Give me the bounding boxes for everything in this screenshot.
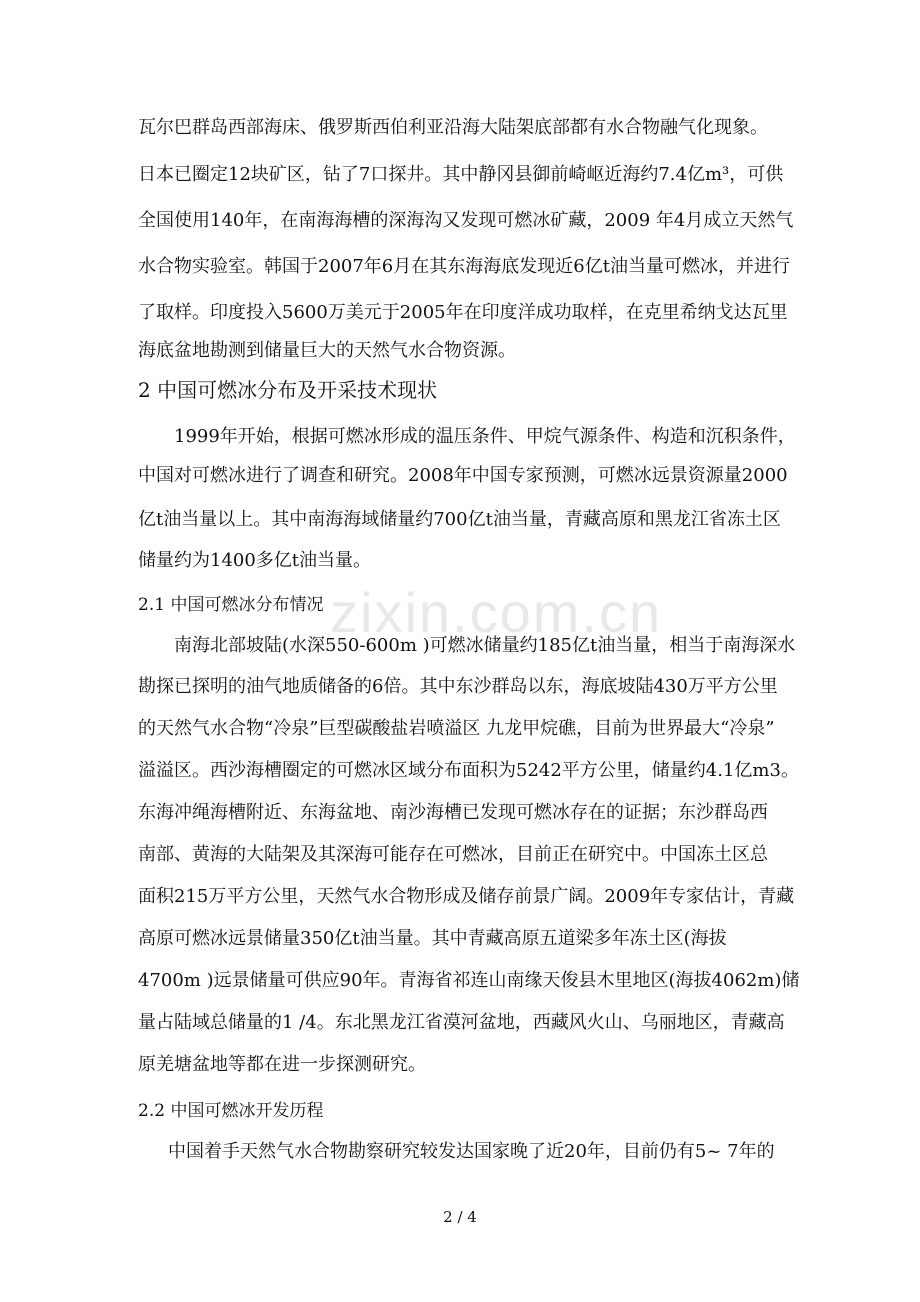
paragraph-line: 高原可燃冰远景储量350亿t油当量。其中青藏高原五道梁多年冻土区(海拔 — [138, 928, 727, 949]
section-heading: 2 中国可燃冰分布及开采技术现状 — [138, 378, 438, 402]
paragraph-line: 东海冲绳海槽附近、东海盆地、南沙海槽已发现可燃冰存在的证据；东沙群岛西 — [138, 802, 768, 823]
paragraph-line: 面积215万平方公里，天然气水合物形成及储存前景广阔。2009年专家估计，青藏 — [138, 886, 795, 907]
watermark: zixin.com.cn — [330, 581, 663, 644]
paragraph-line: 瓦尔巴群岛西部海床、俄罗斯西伯利亚沿海大陆架底部都有水合物融气化现象。 — [138, 117, 768, 138]
subsection-heading: 2.1 中国可燃冰分布情况 — [138, 595, 324, 615]
paragraph-line: 储量约为1400多亿t油当量。 — [138, 550, 372, 571]
paragraph-line: 1999年开始，根据可燃冰形成的温压条件、甲烷气源条件、构造和沉积条件， — [174, 426, 796, 447]
subsection-heading: 2.2 中国可燃冰开发历程 — [138, 1101, 324, 1121]
paragraph-line: 原羌塘盆地等都在进一步探测研究。 — [138, 1054, 426, 1075]
paragraph-line: 中国对可燃冰进行了调查和研究。2008年中国专家预测，可燃冰远景资源量2000 — [138, 465, 788, 486]
paragraph-line: 日本已圈定12块矿区，钻了7口探井。其中静冈县御前崎岖近海约7.4亿m³，可供 — [138, 164, 784, 185]
paragraph-line: 亿t油当量以上。其中南海海域储量约700亿t油当量，青藏高原和黑龙江省冻土区 — [138, 509, 781, 530]
paragraph-line: 的天然气水合物“冷泉”巨型碳酸盐岩喷溢区 九龙甲烷礁，目前为世界最大“冷泉” — [138, 718, 775, 739]
paragraph-line: 南部、黄海的大陆架及其深海可能存在可燃冰，目前正在研究中。中国冻土区总 — [138, 844, 768, 865]
paragraph-line: 量占陆域总储量的1 /4。东北黑龙江省漠河盆地，西藏风火山、乌丽地区，青藏高 — [138, 1012, 785, 1033]
paragraph-line: 南海北部坡陆(水深550-600m )可燃冰储量约185亿t油当量，相当于南海深水 — [174, 635, 796, 656]
paragraph-line: 了取样。印度投入5600万美元于2005年在印度洋成功取样，在克里希纳戈达瓦里 — [138, 302, 788, 323]
paragraph-line: 水合物实验室。韩国于2007年6月在其东海海底发现近6亿t油当量可燃冰，并进行 — [138, 256, 790, 277]
paragraph-line: 溢溢区。西沙海槽圈定的可燃冰区域分布面积为5242平方公里，储量约4.1亿m3。 — [138, 760, 799, 781]
paragraph-line: 全国使用140年，在南海海槽的深海沟又发现可燃冰矿藏，2009 年4月成立天然气 — [138, 210, 794, 231]
paragraph-line: 4700m )远景储量可供应90年。青海省祁连山南缘天俊县木里地区(海拔4062m)储 — [138, 970, 800, 991]
paragraph-line: 勘探已探明的油气地质储备的6倍。其中东沙群岛以东，海底坡陆430万平方公里 — [138, 676, 778, 697]
paragraph-line: 海底盆地勘测到储量巨大的天然气水合物资源。 — [138, 340, 516, 361]
page-number: 2 / 4 — [443, 1208, 477, 1226]
paragraph-line: 中国着手天然气水合物勘察研究较发达国家晚了近20年，目前仍有5~ 7年的 — [168, 1141, 775, 1162]
